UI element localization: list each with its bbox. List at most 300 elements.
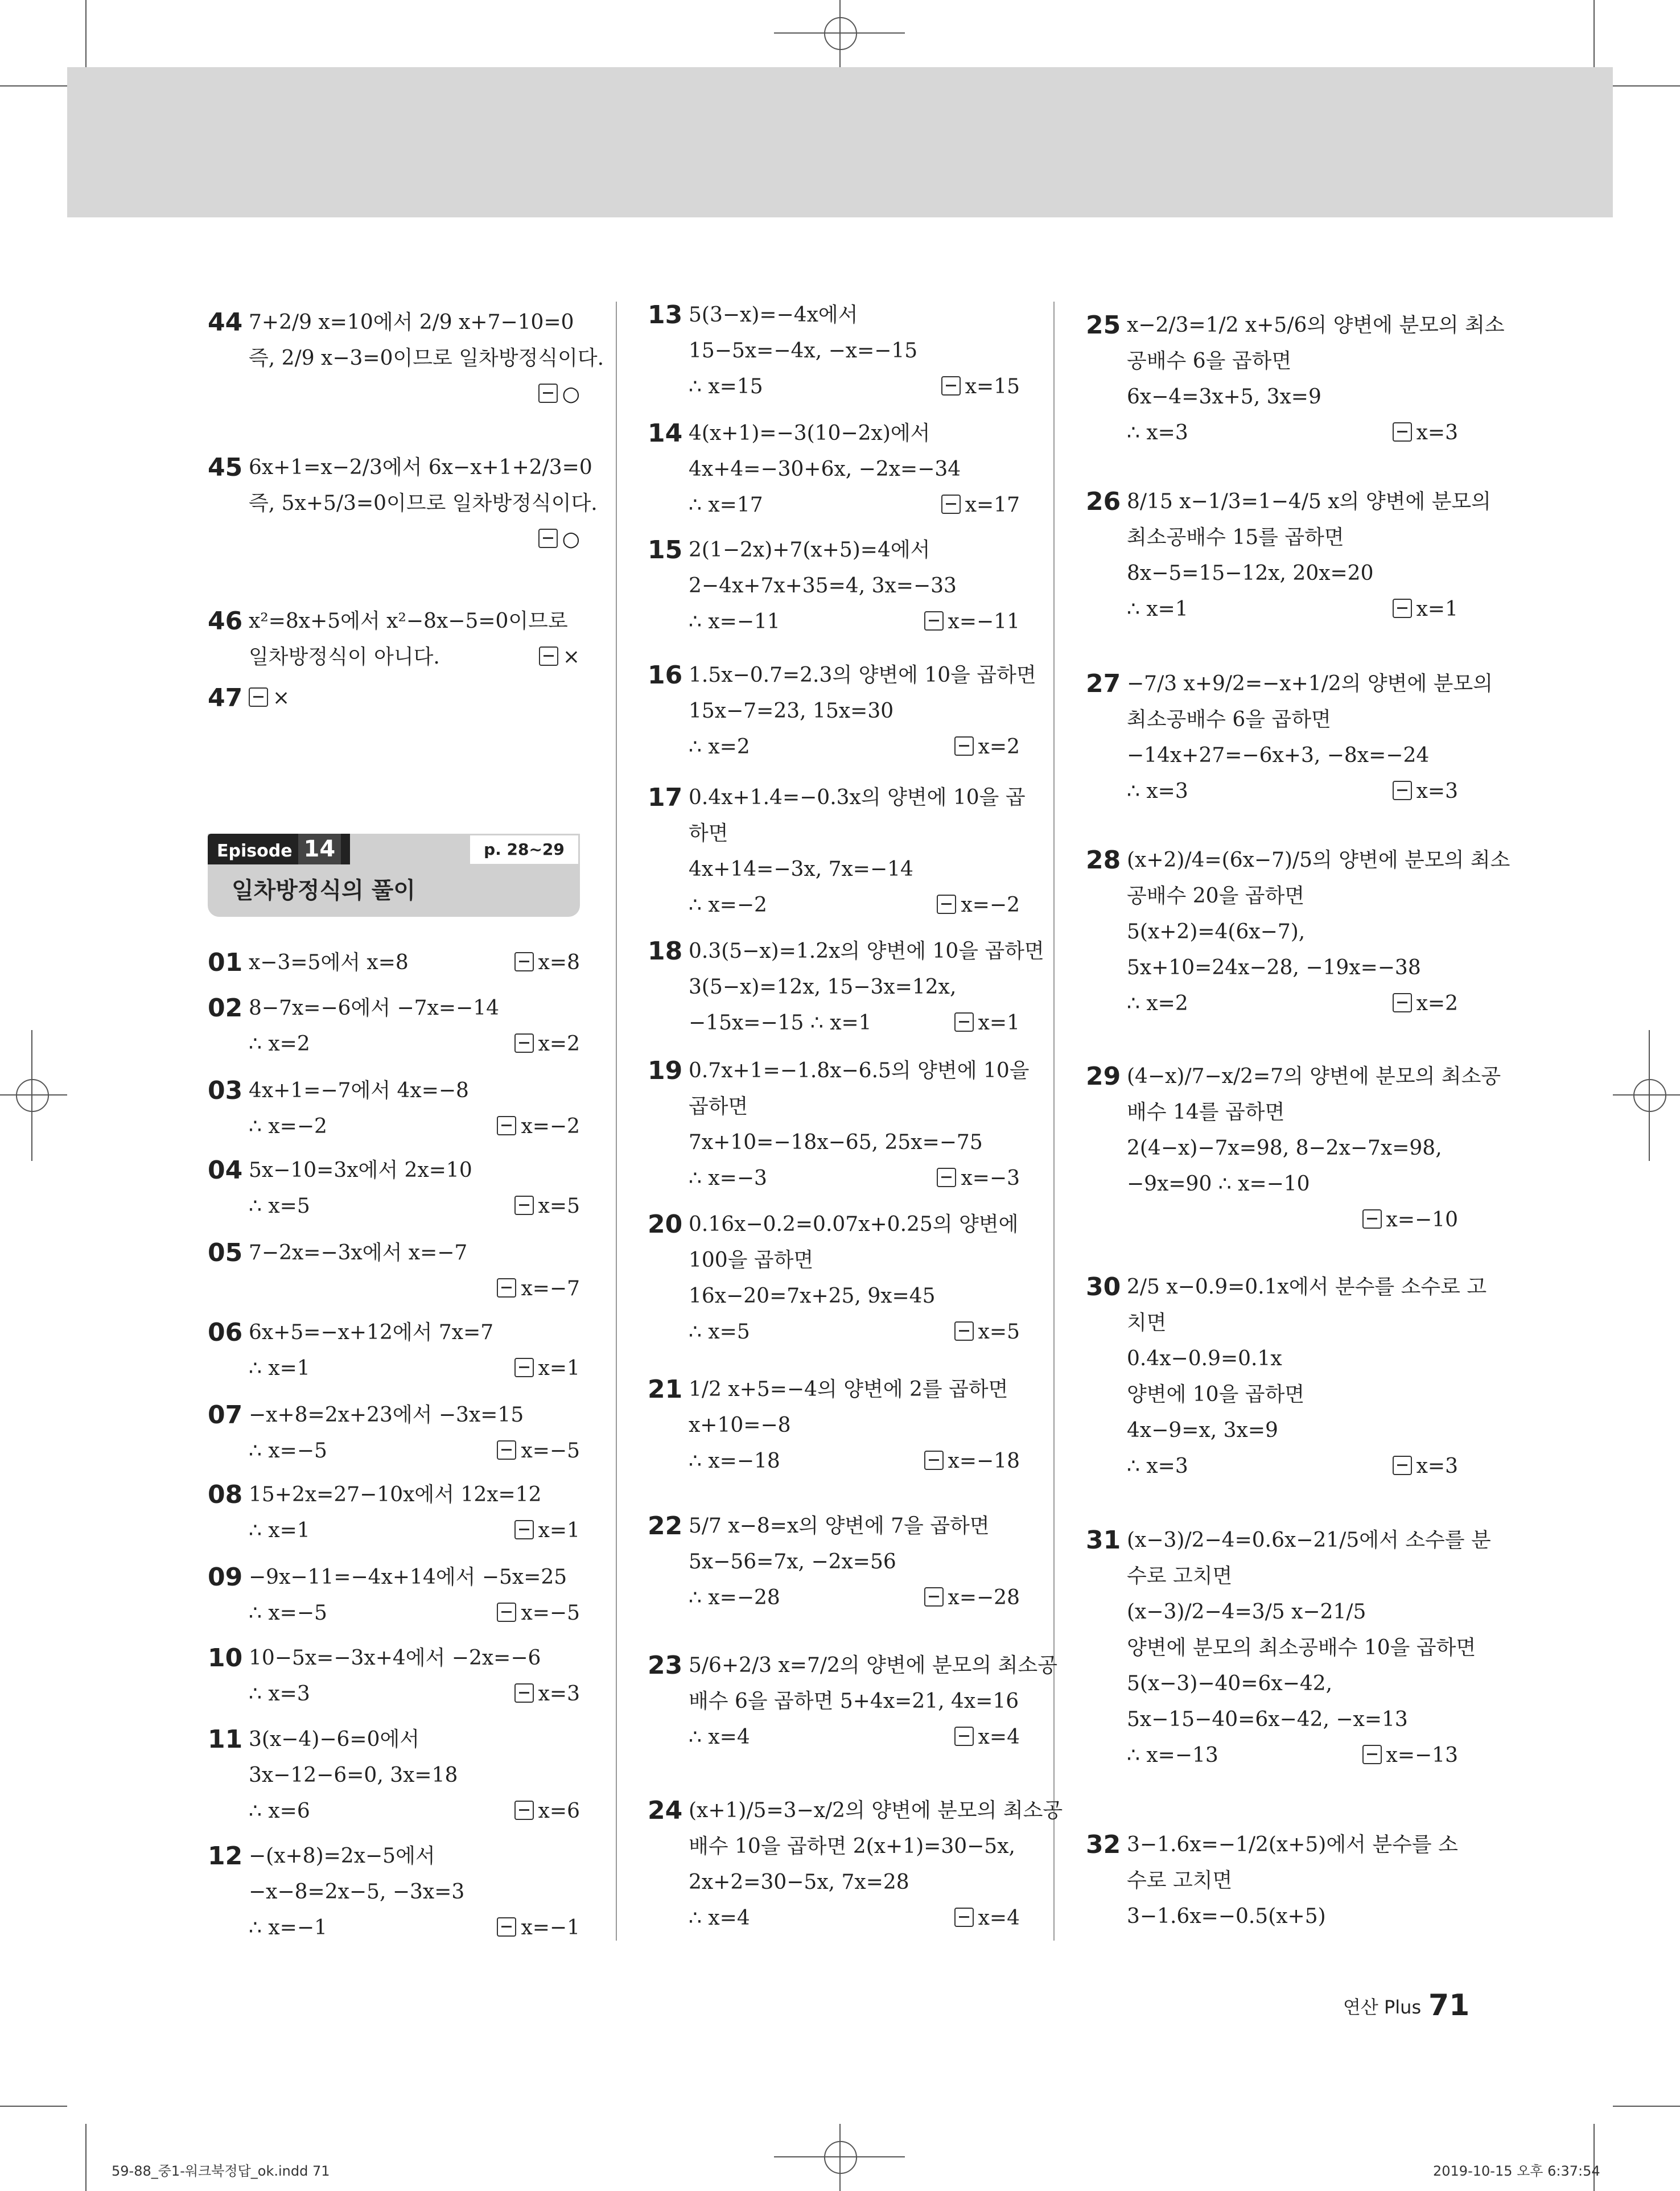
solution-line [689, 1206, 1020, 1242]
solution-text: 일차방정식이 아니다. [249, 645, 440, 669]
solution-text: 2(1−2x)+7(x+5)=4에서 [689, 538, 930, 562]
solution-line [689, 1125, 1020, 1160]
answer-icon [514, 1520, 534, 1539]
answer-value: x=−2 [521, 1115, 580, 1138]
solution-text: 4x+14=−3x, 7x=−14 [689, 858, 913, 881]
answer-mark [514, 1026, 580, 1062]
solution-text: −7/3 x+9/2=−x+1/2의 양변에 분모의 [1127, 672, 1493, 695]
solution-text: 7+2/9 x=10에서 2/9 x+7−10=0 [249, 311, 574, 334]
problem-31 [1086, 1522, 1491, 1773]
solution-line [1127, 379, 1458, 415]
solution-line [689, 1683, 1020, 1719]
solution-text: 즉, 5x+5/3=0이므로 일차방정식이다. [249, 492, 598, 515]
problem-number: 29 [1086, 1062, 1121, 1091]
solution-text: ∴ x=1 [249, 1519, 310, 1542]
solution-text: ∴ x=5 [689, 1320, 750, 1344]
solution-text: 4x+1=−7에서 4x=−8 [249, 1079, 469, 1102]
answer-value: x=−11 [948, 610, 1020, 633]
column-divider [616, 302, 617, 1941]
solution-text: ∴ x=1 [249, 1357, 310, 1380]
solution-text: 6x+1=x−2/3에서 6x−x+1+2/3=0 [249, 456, 592, 479]
solution-text: 2(4−x)−7x=98, 8−2x−7x=98, [1127, 1136, 1442, 1160]
answer-mark [924, 1443, 1020, 1479]
solution-text: 4x−9=x, 3x=9 [1127, 1419, 1278, 1442]
solution-text: 배수 14를 곱하면 [1127, 1101, 1285, 1124]
problem-04 [208, 1152, 580, 1224]
problem-27 [1086, 666, 1493, 809]
solution-line [1127, 307, 1505, 343]
solution-text: ∴ x=−5 [249, 1601, 327, 1625]
solution-text: 배수 6을 곱하면 5+4x=21, 4x=16 [689, 1690, 1019, 1713]
problem-12 [208, 1838, 580, 1946]
solution-line [689, 1900, 1020, 1936]
solution-text: 0.4x+1.4=−0.3x의 양변에 10을 곱 [689, 786, 1026, 809]
solution-lines [689, 933, 1044, 1041]
solution-text: −x−8=2x−5, −3x=3 [249, 1880, 465, 1904]
solution-text: ∴ x=−18 [689, 1449, 780, 1473]
crop-mark [1613, 85, 1680, 87]
answer-mark [497, 1433, 580, 1469]
solution-line [1127, 842, 1510, 878]
solution-line [1127, 914, 1458, 950]
solution-line [1127, 1377, 1458, 1412]
solution-line [1127, 1269, 1487, 1305]
answer-icon [954, 1727, 974, 1746]
answer-mark [954, 729, 1020, 765]
solution-line [689, 333, 1020, 369]
registration-mark [31, 1030, 32, 1161]
solution-line [249, 945, 580, 981]
answer-mark [1362, 1202, 1458, 1238]
answer-mark [954, 1314, 1020, 1350]
solution-line [689, 729, 1020, 765]
solution-text: 양변에 10을 곱하면 [1127, 1383, 1305, 1406]
solution-text: 3x−12−6=0, 3x=18 [249, 1764, 458, 1787]
answer-value: x=3 [1416, 780, 1458, 803]
registration-mark [839, 2124, 841, 2191]
solution-text: ∴ x=3 [249, 1682, 310, 1706]
solution-lines [689, 1372, 1020, 1479]
problem-11 [208, 1722, 580, 1829]
answer-icon [1393, 993, 1412, 1012]
solution-lines [249, 945, 580, 981]
answer-value: x=15 [965, 375, 1020, 398]
solution-line [1127, 1412, 1458, 1448]
solution-line [1127, 950, 1458, 986]
solution-line [1127, 986, 1458, 1022]
solution-line [689, 1580, 1020, 1616]
solution-text: 7−2x=−3x에서 x=−7 [249, 1241, 468, 1265]
answer-value: x=−10 [1386, 1208, 1458, 1232]
solution-text: 100을 곱하면 [689, 1249, 814, 1272]
solution-lines [689, 1508, 1020, 1616]
solution-text: 5x−15−40=6x−42, −x=13 [1127, 1708, 1408, 1731]
problem-08 [208, 1477, 580, 1548]
answer-mark [1393, 773, 1458, 809]
problem-09 [208, 1559, 580, 1631]
solution-line [249, 1676, 580, 1712]
problem-number: 26 [1086, 487, 1121, 516]
answer-icon [514, 1358, 534, 1377]
problem-number: 05 [208, 1238, 243, 1267]
answer-mark [249, 680, 290, 716]
problem-44 [208, 304, 604, 412]
page-number: 71 [1428, 1988, 1470, 2023]
solution-line [689, 1372, 1020, 1407]
solution-text: (x−3)/2−4=0.6x−21/5에서 소수를 분 [1127, 1529, 1491, 1552]
solution-text: 5(x−3)−40=6x−42, [1127, 1672, 1333, 1695]
solution-text: 1/2 x+5=−4의 양변에 2를 곱하면 [689, 1378, 1008, 1401]
answer-icon [514, 1801, 534, 1820]
solution-lines [1127, 1522, 1491, 1773]
problem-47 [208, 680, 580, 716]
registration-mark [0, 1094, 67, 1096]
solution-lines [249, 1477, 580, 1548]
solution-line [689, 1719, 1020, 1755]
answer-mark [514, 1350, 580, 1386]
problem-number: 46 [208, 607, 243, 636]
solution-line [1127, 1166, 1458, 1202]
answer-mark [514, 1676, 580, 1712]
solution-text: x−2/3=1/2 x+5/6의 양변에 분모의 최소 [1127, 314, 1505, 337]
answer-mark [514, 1188, 580, 1224]
solution-lines [1127, 1827, 1458, 1934]
episode-label: Episode [217, 841, 293, 861]
answer-mark [1362, 1737, 1458, 1773]
solution-line [249, 1513, 580, 1548]
solution-line [1127, 1558, 1458, 1594]
solution-text: 4x+4=−30+6x, −2x=−34 [689, 458, 961, 481]
solution-text: 5(x+2)=4(6x−7), [1127, 920, 1306, 944]
problem-number: 17 [648, 783, 683, 812]
solution-text: 5/7 x−8=x의 양변에 7을 곱하면 [689, 1514, 990, 1538]
solution-line [249, 1350, 580, 1386]
problem-26 [1086, 484, 1491, 627]
problem-number: 31 [1086, 1526, 1121, 1555]
solution-text: x−3=5에서 x=8 [249, 951, 409, 974]
solution-text: (x−3)/2−4=3/5 x−21/5 [1127, 1600, 1366, 1624]
answer-icon [249, 687, 268, 707]
solution-text: (x+1)/5=3−x/2의 양변에 분모의 최소공 [689, 1799, 1063, 1822]
solution-text: 0.4x−0.9=0.1x [1127, 1347, 1282, 1370]
solution-line [1127, 555, 1458, 591]
problem-number: 02 [208, 994, 243, 1023]
answer-value: x=3 [538, 1682, 580, 1706]
problem-number: 15 [648, 536, 683, 565]
answer-icon [497, 1116, 516, 1135]
solution-text: 5/6+2/3 x=7/2의 양변에 분모의 최소공 [689, 1654, 1057, 1677]
solution-line [689, 657, 1036, 693]
solution-text: (x+2)/4=(6x−7)/5의 양변에 분모의 최소 [1127, 849, 1510, 872]
solution-line [689, 1278, 1020, 1314]
problem-22 [648, 1508, 1020, 1616]
solution-lines [249, 1152, 580, 1224]
solution-line [249, 485, 598, 521]
solution-line [689, 568, 1020, 604]
answer-mark [514, 1513, 580, 1548]
solution-line [1127, 666, 1493, 702]
solution-line [689, 604, 1020, 640]
solution-line [249, 990, 580, 1026]
solution-text: ∴ x=−2 [249, 1115, 327, 1138]
answer-value: x=3 [1416, 1455, 1458, 1478]
solution-text: 10−5x=−3x+4에서 −2x=−6 [249, 1646, 541, 1670]
problem-number: 25 [1086, 311, 1121, 340]
solution-line [1127, 773, 1458, 809]
registration-mark [1649, 1030, 1650, 1161]
answer-value: x=4 [978, 1906, 1020, 1930]
solution-line [249, 1271, 580, 1307]
solution-text: ∴ x=17 [689, 493, 763, 517]
solution-line [1127, 1059, 1501, 1094]
answer-icon [937, 895, 956, 914]
solution-text: ∴ x=2 [1127, 992, 1188, 1015]
problem-25 [1086, 307, 1505, 451]
answer-icon [1393, 599, 1412, 618]
problem-17 [648, 780, 1026, 923]
solution-line [1127, 1898, 1458, 1934]
solution-lines [249, 1073, 580, 1144]
registration-mark [824, 2141, 857, 2174]
answer-icon [1393, 781, 1412, 800]
solution-lines [689, 657, 1036, 765]
solution-line [689, 1864, 1020, 1900]
problem-number: 13 [648, 300, 683, 330]
answer-mark [497, 1271, 580, 1307]
problem-number: 03 [208, 1076, 243, 1105]
solution-text: ∴ x=4 [689, 1906, 750, 1930]
answer-value: × [273, 686, 290, 710]
solution-text: 2x+2=30−5x, 7x=28 [689, 1871, 909, 1894]
solution-line [689, 887, 1020, 923]
solution-line [1127, 1737, 1458, 1773]
solution-text: ∴ x=−3 [689, 1167, 767, 1190]
solution-text: −9x=90 ∴ x=−10 [1127, 1172, 1310, 1196]
problem-number: 27 [1086, 669, 1121, 698]
answer-mark [497, 1109, 580, 1144]
problem-number: 04 [208, 1156, 243, 1185]
problem-24 [648, 1793, 1063, 1936]
solution-line [249, 1235, 580, 1271]
solution-line [249, 1152, 580, 1188]
solution-line [249, 376, 580, 412]
solution-lines [249, 450, 598, 557]
problem-29 [1086, 1059, 1501, 1238]
solution-lines [1127, 1059, 1501, 1238]
solution-text: 3−1.6x=−0.5(x+5) [1127, 1905, 1326, 1928]
solution-line [1127, 343, 1458, 379]
answer-mark [937, 887, 1020, 923]
solution-text: −(x+8)=2x−5에서 [249, 1844, 435, 1868]
slug-filename: 59-88_중1-워크북정답_ok.indd 71 [112, 2163, 330, 2179]
solution-line [1127, 1305, 1458, 1341]
answer-value: x=1 [1416, 598, 1458, 621]
answer-icon [924, 1451, 944, 1470]
answer-value: x=1 [978, 1011, 1020, 1035]
solution-text: x²=8x+5에서 x²−8x−5=0이므로 [249, 609, 568, 633]
problem-45 [208, 450, 598, 557]
problem-03 [208, 1073, 580, 1144]
solution-line [249, 1874, 580, 1910]
solution-text: 3(x−4)−6=0에서 [249, 1728, 420, 1751]
problem-number: 45 [208, 453, 243, 482]
solution-text: ∴ x=−5 [249, 1439, 327, 1463]
problem-number: 01 [208, 948, 243, 977]
solution-text: 수로 고치면 [1127, 1869, 1233, 1892]
solution-text: 곱하면 [689, 1095, 748, 1118]
answer-mark [941, 369, 1020, 405]
registration-mark [1633, 1079, 1666, 1112]
registration-mark [824, 17, 857, 50]
solution-lines [249, 680, 580, 716]
solution-text: 5x+10=24x−28, −19x=−38 [1127, 956, 1421, 979]
solution-text: 양변에 분모의 최소공배수 10을 곱하면 [1127, 1636, 1476, 1659]
answer-value: x=−13 [1386, 1744, 1458, 1767]
solution-lines [689, 1053, 1030, 1196]
solution-line [249, 521, 580, 557]
registration-mark [16, 1079, 49, 1112]
solution-line [249, 1073, 580, 1109]
solution-text: ∴ x=15 [689, 375, 763, 398]
problem-18 [648, 933, 1044, 1041]
answer-value: x=1 [538, 1357, 580, 1380]
answer-value: x=−28 [948, 1586, 1020, 1609]
solution-line [1127, 484, 1491, 520]
problem-20 [648, 1206, 1020, 1350]
solution-lines [689, 297, 1020, 405]
problem-number: 20 [648, 1210, 683, 1239]
crop-mark [1593, 0, 1595, 67]
solution-text: 15−5x=−4x, −x=−15 [689, 339, 918, 363]
answer-icon [538, 384, 558, 403]
answer-icon [954, 736, 974, 756]
solution-text: ∴ x=1 [1127, 598, 1188, 621]
problem-21 [648, 1372, 1020, 1479]
solution-line [249, 1433, 580, 1469]
solution-line [1127, 1863, 1458, 1898]
problem-23 [648, 1648, 1057, 1755]
answer-value: x=4 [978, 1725, 1020, 1749]
answer-icon [1362, 1209, 1382, 1229]
solution-lines [689, 1793, 1063, 1936]
solution-line [689, 780, 1026, 816]
answer-icon [514, 1033, 534, 1053]
registration-mark [1613, 1094, 1680, 1096]
answer-value: x=−1 [521, 1916, 580, 1939]
answer-icon [1362, 1745, 1382, 1764]
footer-label-text: 연산 Plus [1343, 1996, 1422, 2018]
solution-line [689, 1053, 1030, 1089]
solution-line [689, 969, 1020, 1005]
answer-value: x=−3 [961, 1167, 1020, 1190]
solution-lines [689, 532, 1020, 640]
solution-lines [689, 780, 1026, 923]
solution-text: ∴ x=3 [1127, 1455, 1188, 1478]
answer-mark [954, 1719, 1020, 1755]
answer-icon [941, 376, 961, 396]
problem-06 [208, 1315, 580, 1386]
solution-text: ∴ x=−13 [1127, 1744, 1218, 1767]
solution-line [689, 1828, 1020, 1864]
answer-mark [538, 521, 580, 557]
solution-line [249, 340, 604, 376]
problem-number: 06 [208, 1318, 243, 1347]
solution-line [249, 1026, 580, 1062]
solution-text: 2−4x+7x+35=4, 3x=−33 [689, 574, 957, 598]
answer-icon [954, 1908, 974, 1927]
answer-value: x=1 [538, 1519, 580, 1542]
problem-02 [208, 990, 580, 1062]
solution-text: 0.16x−0.2=0.07x+0.25의 양변에 [689, 1213, 1019, 1236]
answer-mark [497, 1910, 580, 1946]
answer-mark [924, 1580, 1020, 1616]
answer-value: x=−7 [521, 1277, 580, 1300]
solution-text: ∴ x=3 [1127, 421, 1188, 444]
solution-line [1127, 702, 1458, 738]
solution-lines [249, 304, 604, 412]
problem-30 [1086, 1269, 1487, 1484]
solution-lines [1127, 842, 1510, 1022]
problem-number: 21 [648, 1375, 683, 1404]
problem-number: 10 [208, 1644, 243, 1673]
slug-timestamp: 2019-10-15 오후 6:37:54 [1433, 2163, 1600, 2179]
solution-line [689, 487, 1020, 523]
problem-number: 24 [648, 1796, 683, 1825]
solution-line [249, 639, 580, 675]
solution-text: 공배수 6을 곱하면 [1127, 349, 1292, 373]
problem-01 [208, 945, 580, 981]
solution-line [689, 415, 1020, 451]
answer-mark [1393, 591, 1458, 627]
problem-number: 18 [648, 937, 683, 966]
solution-line [1127, 738, 1458, 773]
crop-mark [85, 0, 87, 67]
answer-icon [954, 1321, 974, 1341]
solution-line [249, 1188, 580, 1224]
solution-text: 16x−20=7x+25, 9x=45 [689, 1284, 936, 1308]
solution-text: ∴ x=−28 [689, 1586, 780, 1609]
solution-lines [689, 1648, 1057, 1755]
answer-mark [514, 1793, 580, 1829]
solution-line [249, 1757, 580, 1793]
solution-line [1127, 1130, 1458, 1166]
answer-icon [924, 611, 944, 631]
solution-line [689, 816, 1020, 851]
problem-28 [1086, 842, 1510, 1022]
solution-text: ∴ x=5 [249, 1195, 310, 1218]
solution-line [249, 680, 580, 716]
solution-text: 8−7x=−6에서 −7x=−14 [249, 996, 500, 1020]
solution-line [1127, 1594, 1458, 1630]
problem-16 [648, 657, 1036, 765]
solution-text: 최소공배수 15를 곱하면 [1127, 526, 1344, 549]
problem-number: 16 [648, 661, 683, 690]
solution-line [1127, 520, 1458, 555]
solution-text: 7x+10=−18x−65, 25x=−75 [689, 1131, 983, 1154]
problem-number: 47 [208, 683, 243, 713]
solution-line [689, 1648, 1057, 1683]
solution-text: 0.3(5−x)=1.2x의 양변에 10을 곱하면 [689, 940, 1044, 963]
solution-line [1127, 1666, 1458, 1702]
problem-number: 12 [208, 1842, 243, 1871]
solution-line [1127, 1522, 1491, 1558]
solution-text: 공배수 20을 곱하면 [1127, 884, 1305, 908]
solution-text: 15+2x=27−10x에서 12x=12 [249, 1483, 542, 1506]
solution-line [689, 1314, 1020, 1350]
solution-line [689, 1407, 1020, 1443]
problem-number: 11 [208, 1725, 243, 1754]
solution-text: ∴ x=3 [1127, 780, 1188, 803]
